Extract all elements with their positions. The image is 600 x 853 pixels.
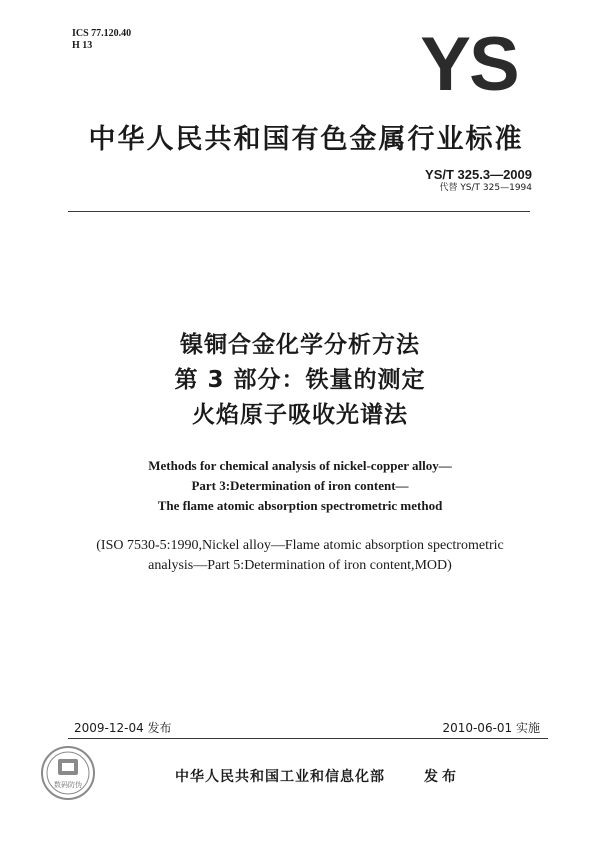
iso-reference bbox=[40, 536, 560, 576]
title-cn bbox=[0, 328, 600, 433]
publisher: 中华人民共和国工业和信息化部 bbox=[175, 769, 385, 785]
header-rule bbox=[68, 211, 530, 212]
effective-date: 2010-06-01 实施 bbox=[442, 721, 540, 735]
anti-counterfeit-seal-icon bbox=[40, 745, 96, 801]
ics-code: ICS 77.120.40 bbox=[72, 28, 132, 39]
classification-block bbox=[72, 28, 131, 52]
title-cn-line3: 火焰原子吸收光谱法 bbox=[192, 402, 408, 428]
iso-reference-line2: analysis—Part 5:Determination of iron content,MOD) bbox=[148, 558, 452, 573]
issue-date: 2009-12-04 发布 bbox=[74, 721, 172, 735]
seal-text: 数码防伪 bbox=[54, 781, 82, 789]
iso-reference-line1: (ISO 7530-5:1990,Nickel alloy—Flame atomic absorption spectrometric bbox=[96, 538, 504, 553]
title-en-line3: The flame atomic absorption spectrometric method bbox=[157, 498, 443, 513]
footer-rule bbox=[68, 738, 548, 739]
issuer-title: 中华人民共和国有色金属行业标准 bbox=[88, 124, 524, 155]
title-en-line2: Part 3:Determination of iron content— bbox=[191, 478, 409, 493]
title-en bbox=[0, 456, 600, 516]
ys-logo-text: YS bbox=[420, 30, 518, 94]
title-cn-line2: 第 3 部分：铁量的测定 bbox=[174, 367, 426, 393]
replaces-note: 代替 YS/T 325—1994 bbox=[439, 183, 532, 193]
title-en-line1: Methods for chemical analysis of nickel-copper alloy— bbox=[148, 458, 452, 473]
title-cn-line1: 镍铜合金化学分析方法 bbox=[180, 332, 420, 358]
ys-logo bbox=[408, 30, 530, 94]
publish-label: 发布 bbox=[424, 769, 460, 785]
standard-number: YS/T 325.3—2009 bbox=[425, 167, 532, 182]
classification-code: H 13 bbox=[72, 40, 93, 51]
